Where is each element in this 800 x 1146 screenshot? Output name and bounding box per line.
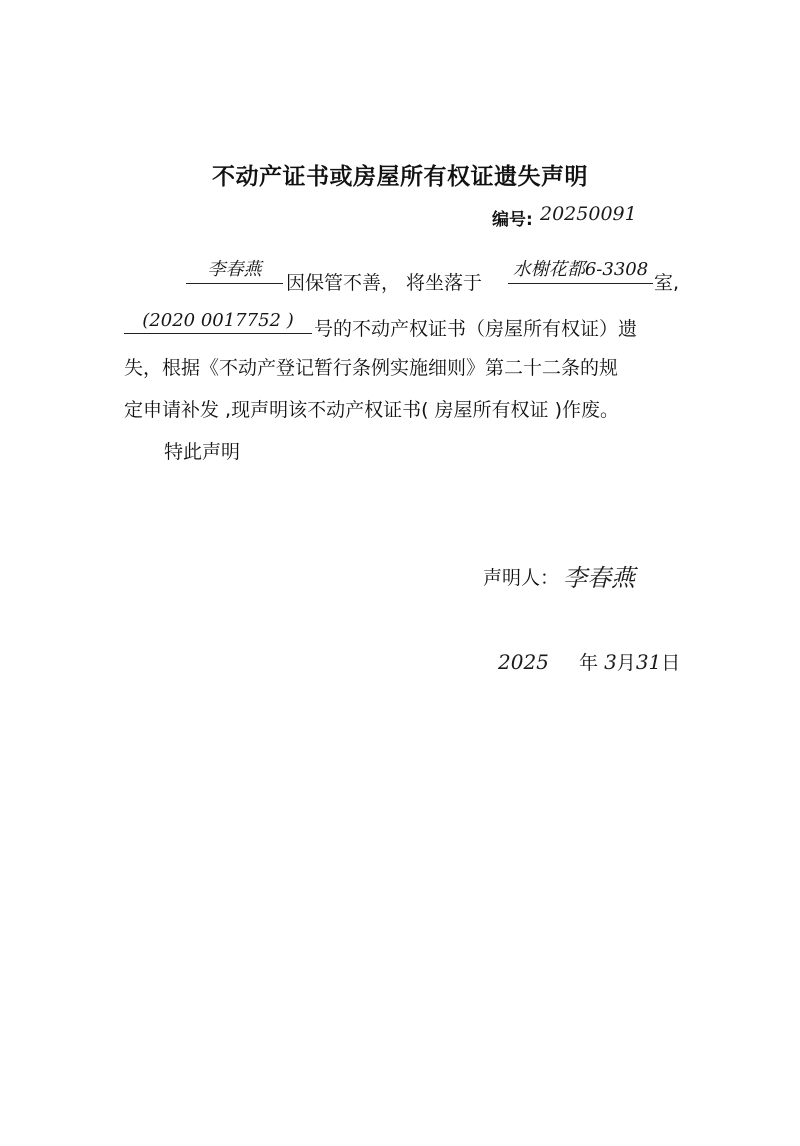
document-number-value: 20250091	[540, 203, 637, 225]
body-line4: 定申请补发 ,现声明该不动产权证书( 房屋所有权证 )作废。	[124, 399, 619, 421]
closing-statement: 特此声明	[164, 441, 241, 463]
body-line3: 失，根据《不动产登记暂行条例实施细则》第二十二条的规	[124, 357, 619, 379]
declarant-name: 李春燕	[207, 259, 262, 280]
date-year-suffix: 年	[579, 652, 599, 674]
date-month-suffix: 月	[616, 652, 636, 674]
date-day: 31	[635, 650, 662, 674]
certificate-number-field	[124, 303, 312, 334]
declarant-name-field	[186, 253, 283, 284]
document-number-label: 编号:	[492, 210, 533, 230]
property-location: 水榭花都6-3308	[512, 259, 649, 280]
date-year: 2025	[498, 650, 549, 674]
body-line1-middle: 因保管不善， 将坐落于	[286, 272, 483, 294]
body-line1-end: 室,	[654, 272, 680, 294]
body-line2-end: 号的不动产权证书（房屋所有权证）遗	[314, 318, 638, 340]
property-location-field	[508, 253, 653, 284]
signature-label: 声明人：	[483, 567, 560, 589]
document-title: 不动产证书或房屋所有权证遗失声明	[212, 164, 588, 190]
date-month: 3	[604, 650, 617, 674]
certificate-number: (2020 0017752 )	[142, 310, 294, 331]
handwritten-signature: 李春燕	[563, 564, 635, 592]
date-day-suffix: 日	[661, 652, 681, 674]
declaration-date	[498, 648, 680, 675]
